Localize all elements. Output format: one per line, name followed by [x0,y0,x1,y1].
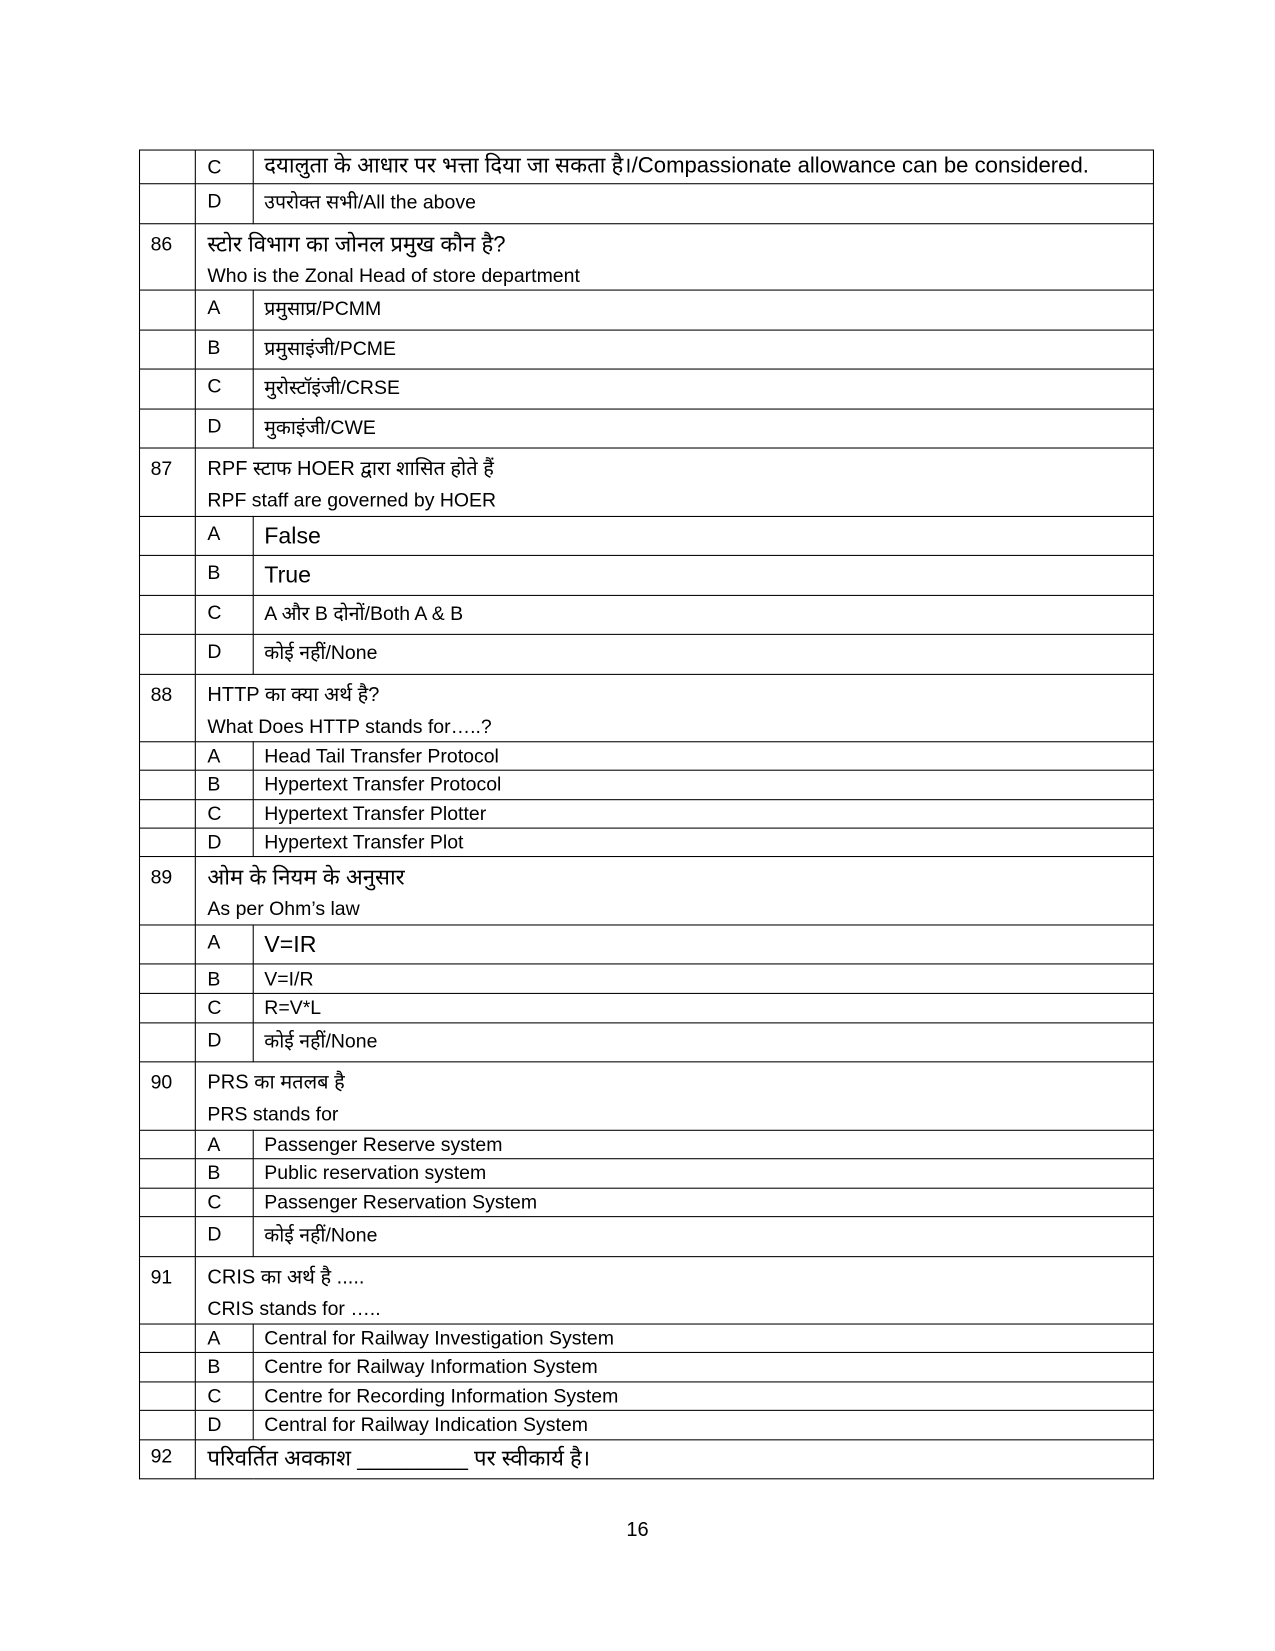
question-hindi: परिवर्तित अवकाश _________ पर स्वीकार्य है। [207,1446,591,1471]
option-text: Public reservation system [253,1159,1153,1188]
option-row [140,1023,1154,1062]
option-row [140,516,1154,555]
question-english: As per Ohm’s law [207,897,360,920]
option-row [140,184,1154,224]
question-row [140,1440,1154,1479]
option-row [140,595,1154,634]
question-row [140,224,1154,290]
option-letter: A [195,925,253,964]
option-letter: B [195,964,253,993]
question-english: What Does HTTP stands for…..? [207,714,492,738]
option-row [140,1159,1154,1188]
question-number: 88 [140,674,196,741]
question-text [195,674,1153,741]
option-row [140,964,1154,993]
option-text: Hypertext Transfer Plot [253,828,1153,856]
option-text: Centre for Recording Information System [253,1382,1153,1410]
option-letter: B [195,770,253,799]
option-row [140,1352,1154,1381]
option-letter: A [195,1130,253,1158]
option-letter: D [195,1217,253,1257]
option-text: True [253,555,1153,595]
option-text: Central for Railway Indication System [253,1410,1153,1439]
option-letter: B [195,555,253,595]
option-row [140,369,1154,409]
option-text: मुरोस्टॉइंजी/CRSE [253,369,1153,409]
option-text: उपरोक्त सभी/All the above [253,184,1153,224]
option-letter: A [195,742,253,770]
question-number: 86 [140,224,196,290]
option-row [140,993,1154,1022]
question-number: 89 [140,857,196,925]
option-text: Passenger Reservation System [253,1188,1153,1216]
option-row [140,1188,1154,1216]
option-text: कोई नहीं/None [253,1217,1153,1257]
question-hindi: स्टोर विभाग का जोनल प्रमुख कौन है? [207,232,506,257]
option-text: कोई नहीं/None [253,634,1153,674]
option-row [140,409,1154,448]
question-number: 92 [140,1440,196,1479]
question-text [195,1062,1153,1130]
question-hindi: HTTP का क्या अर्थ है? [207,684,380,707]
option-row [140,555,1154,595]
option-row [140,634,1154,674]
question-text [195,857,1153,925]
question-english: Who is the Zonal Head of store department [207,264,580,287]
option-text: Passenger Reserve system [253,1130,1153,1158]
question-hindi: PRS का मतलब है [207,1071,345,1094]
option-text: मुकाइंजी/CWE [253,409,1153,448]
question-number: 91 [140,1257,196,1324]
option-letter: A [195,516,253,555]
option-letter: D [195,184,253,224]
question-row [140,674,1154,741]
option-letter: C [195,595,253,634]
option-text: R=V*L [253,993,1153,1022]
option-letter: C [195,800,253,828]
option-row [140,1324,1154,1352]
option-letter: D [195,634,253,674]
option-row [140,770,1154,799]
option-text: Head Tail Transfer Protocol [253,742,1153,770]
page-number: 16 [626,1519,649,1542]
option-text: प्रमुसाप्र/PCMM [253,290,1153,330]
option-letter: D [195,1410,253,1439]
option-row [140,1217,1154,1257]
option-letter: B [195,330,253,369]
option-row [140,1410,1154,1439]
option-row [140,828,1154,856]
option-row [140,1130,1154,1158]
option-letter: C [195,1188,253,1216]
option-letter: D [195,828,253,856]
option-letter: C [195,1382,253,1410]
question-english: RPF staff are governed by HOER [207,488,497,511]
option-letter: D [195,1023,253,1062]
question-hindi: ओम के नियम के अनुसार [207,865,405,890]
option-letter: A [195,290,253,330]
question-text [195,224,1153,290]
option-letter: B [195,1352,253,1381]
option-row [140,925,1154,964]
option-text: Hypertext Transfer Plotter [253,800,1153,828]
option-row [140,800,1154,828]
option-text: प्रमुसाइंजी/PCME [253,330,1153,369]
option-letter: C [195,369,253,409]
option-text: दयालुता के आधार पर भत्ता दिया जा सकता है।/Compassionate allowance can be considered. [253,150,1153,184]
option-letter: D [195,409,253,448]
option-text: V=IR [253,925,1153,964]
option-text: V=I/R [253,964,1153,993]
question-text [195,1257,1153,1324]
option-row [140,150,1154,184]
question-table [139,150,1154,1480]
question-row [140,1257,1154,1324]
question-row [140,448,1154,516]
question-hindi: RPF स्टाफ HOER द्वारा शासित होते हैं [207,458,494,481]
question-row [140,857,1154,925]
question-hindi: CRIS का अर्थ है ..... [207,1266,365,1289]
option-text: Centre for Railway Information System [253,1352,1153,1381]
option-row [140,290,1154,330]
question-text [195,1440,1153,1479]
question-english: CRIS stands for ….. [207,1297,381,1320]
question-text [195,448,1153,516]
option-row [140,742,1154,770]
option-text: Central for Railway Investigation System [253,1324,1153,1352]
option-letter: B [195,1159,253,1188]
option-text: A और B दोनों/Both A & B [253,595,1153,634]
option-text: कोई नहीं/None [253,1023,1153,1062]
option-letter: A [195,1324,253,1352]
option-text: Hypertext Transfer Protocol [253,770,1153,799]
option-letter: C [195,993,253,1022]
question-row [140,1062,1154,1130]
question-english: PRS stands for [207,1102,339,1125]
option-row [140,330,1154,369]
question-number: 87 [140,448,196,516]
option-text: False [253,516,1153,555]
option-row [140,1382,1154,1410]
option-letter: C [195,150,253,184]
question-number: 90 [140,1062,196,1130]
